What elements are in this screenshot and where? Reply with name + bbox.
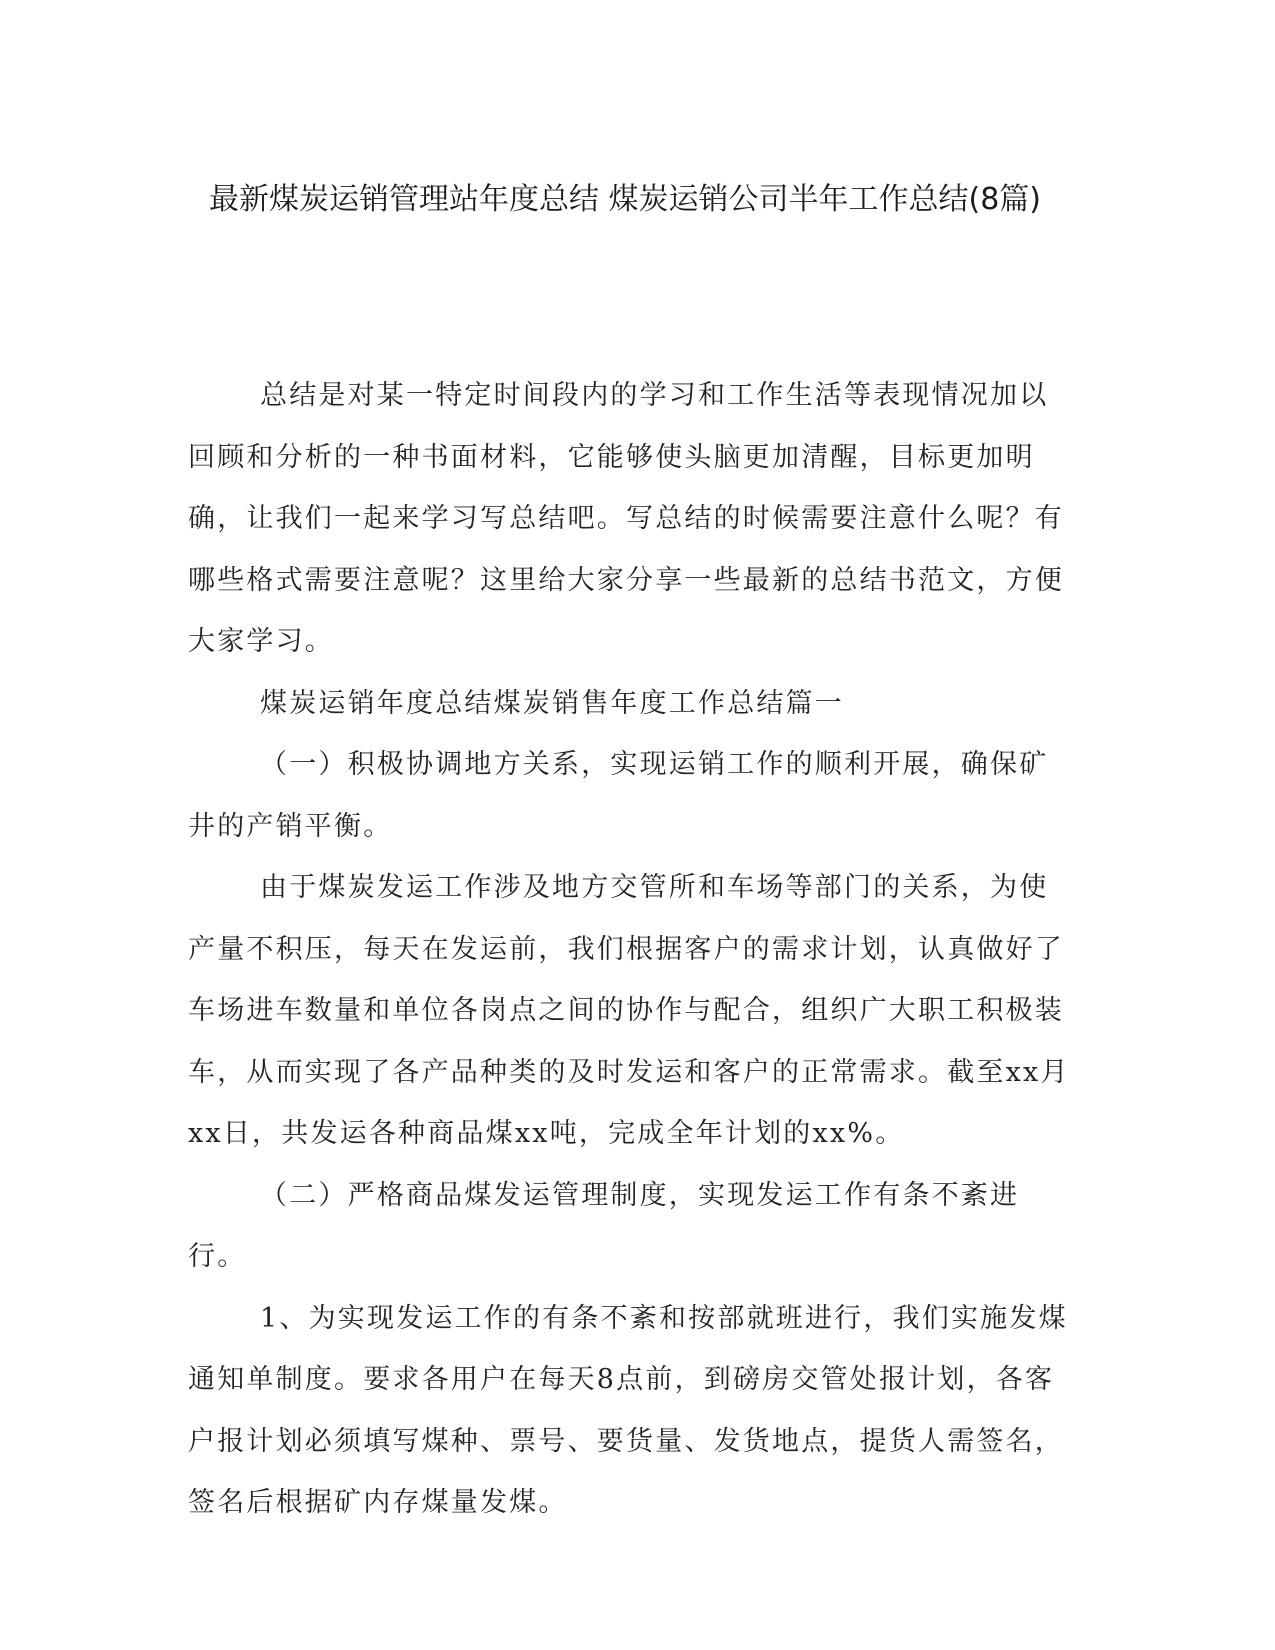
body-paragraph-1: 由于煤炭发运工作涉及地方交管所和车场等部门的关系，为使产量不积压，每天在发运前，我们根据客户的需求计划，认真做好了车场进车数量和单位各岗点之间的协作与配合，组织广大职工积极装车，从而实现了各产品种类的及时发运和客户的正常需求。截至xx月xx日，共发运各种商品煤xx吨，完成全年计划的xx%。	[188, 872, 1070, 1149]
document-body	[188, 365, 1075, 1534]
body-paragraph-2: 1、为实现发运工作的有条不紊和按部就班进行，我们实施发煤通知单制度。要求各用户在每天8点前，到磅房交管处报计划，各客户报计划必须填写煤种、票号、要货量、发货地点，提货人需签名，签名后根据矿内存煤量发煤。	[188, 1302, 1068, 1518]
subsection-heading-2: （二）严格商品煤发运管理制度，实现发运工作有条不紊进行。	[188, 1179, 1020, 1272]
subsection-heading-1: （一）积极协调地方关系，实现运销工作的顺利开展，确保矿井的产销平衡。	[188, 749, 1049, 842]
section-heading: 煤炭运销年度总结煤炭销售年度工作总结篇一	[260, 687, 844, 719]
document-title: 最新煤炭运销管理站年度总结 煤炭运销公司半年工作总结(8篇)	[208, 182, 1042, 217]
intro-paragraph: 总结是对某一特定时间段内的学习和工作生活等表现情况加以回顾和分析的一种书面材料，它能够使头脑更加清醒，目标更加明确，让我们一起来学习写总结吧。写总结的时候需要注意什么呢？有哪些格式需要注意呢？这里给大家分享一些最新的总结书范文，方便大家学习。	[188, 380, 1064, 657]
